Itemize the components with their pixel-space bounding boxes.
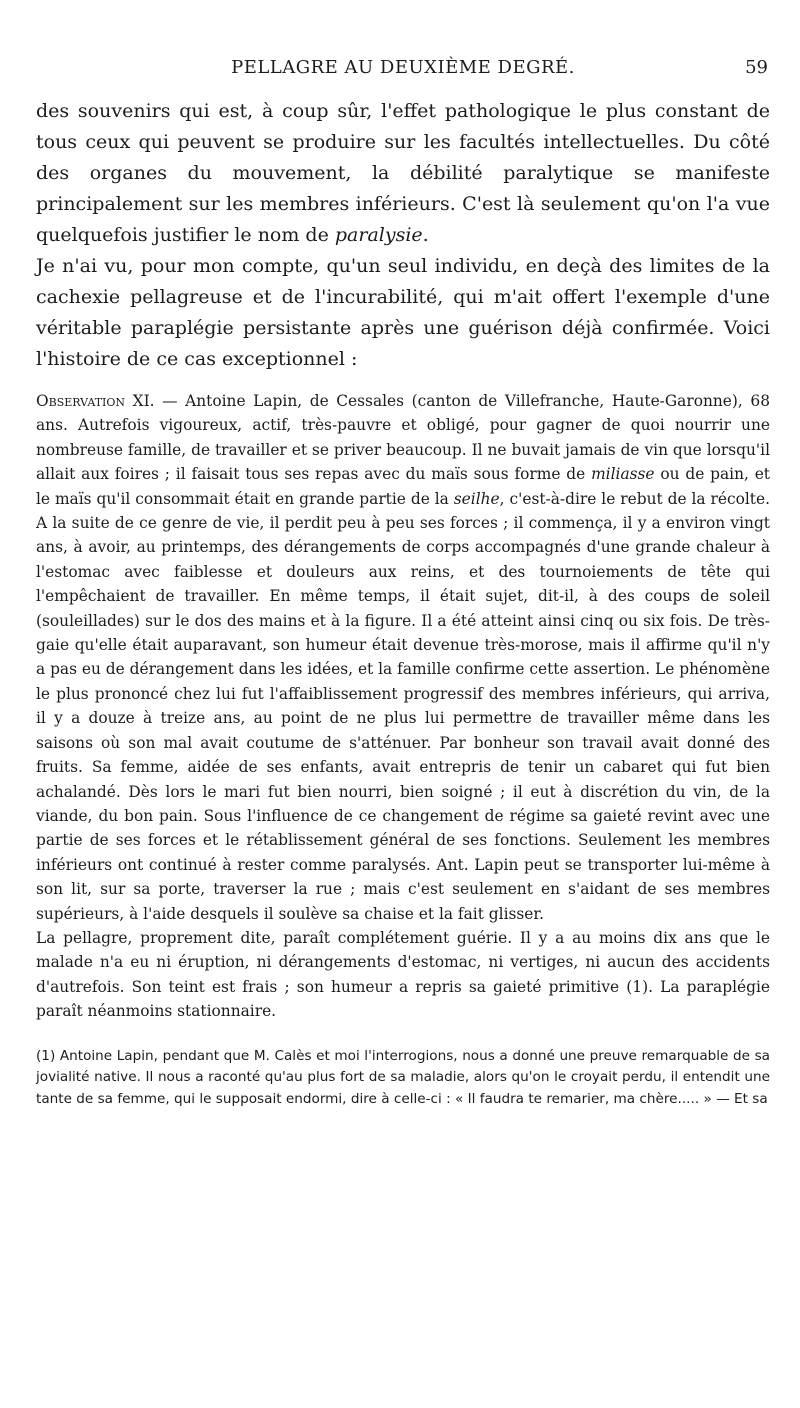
observation-text-3: , c'est-à-dire le rebut de la récolte. A la suite de ce genre de vie, il perdit peu à peu ses forces ; il commença, il y a environ vingt ans, à avoir, au printemps, des dérangements de corps accompagnés d'une grande chaleur à l'estomac avec faiblesse et douleurs aux reins, et des tournoiements de tête qui l'empêchaient de travailler. En même temps, il était sujet, dit-il, à des coups de soleil (souleillades) sur le dos des mains et à la figure. Il a été atteint ainsi cinq ou six fois. De très-gaie qu'elle était auparavant, son humeur était devenue très-morose, mais il affirme qu'il n'y a pas eu de dérangement dans les idées, et la famille confirme cette assertion. Le phénomène le plus prononcé chez lui fut l'affaiblissement progressif des membres inférieurs, qui arriva, il y a douze à treize ans, au point de ne plus lui permettre de travailler même dans les saisons où son mal avait coutume de s'atténuer. Par bonheur son travail avait donné des fruits. Sa femme, aidée de ses enfants, avait entrepris de tenir un cabaret qui fut bien achalandé. Dès lors le mari fut bien nourri, bien soigné ; il eut à discrétion du vin, de la viande, du bon pain. Sous l'influence de ce changement de régime sa gaieté revint avec une partie de ses forces et le rétablissement général de ses fonctions. Seulement les membres inférieurs ont continué à rester comme paralysés. Ant. Lapin peut se transporter lui-même à son lit, sur sa porte, traverser la rue ; mais c'est seulement en s'aidant de ses membres supérieurs, à l'aide desquels il soulève sa chaise et la fait glisser. (36, 489, 770, 923)
running-title: PELLAGRE AU DEUXIÈME DEGRÉ. (231, 57, 575, 78)
observation-emphasis-2: seilhe (453, 489, 500, 508)
paragraph-1-end: . (422, 224, 429, 246)
running-head (36, 56, 770, 80)
body-text (36, 96, 770, 1110)
observation-label: Observation XI. (36, 392, 155, 410)
paragraph-1-emphasis: paralysie (334, 224, 423, 246)
paragraph-1 (36, 96, 770, 251)
paragraph-1-text: des souvenirs qui est, à coup sûr, l'effet pathologique le plus constant de tous ceux qui peuvent se produire sur les facultés intellectuelles. Du côté des organes du mouvement, la débilité paralytique se manifeste principalement sur les membres inférieurs. C'est là seulement qu'on l'a vue quelquefois justifier le nom de (36, 100, 770, 246)
observation-emphasis-1: miliasse (591, 465, 655, 484)
observation-paragraph (36, 389, 770, 926)
footnote: (1) Antoine Lapin, pendant que M. Calès et moi l'interrogions, nous a donné une preuve remarquable de sa jovialité native. Il nous a raconté qu'au plus fort de sa maladie, alors qu'on le croyait perdu, il entendit une tante de sa femme, qui le supposait endormi, dire à celle-ci : « Il faudra te remarier, ma chère..... » — Et sa (36, 1047, 770, 1107)
observation-text-1: — Antoine Lapin, de Cessales (canton de Villefranche, Haute-Garonne), 68 ans. Autrefois vigoureux, actif, très-pauvre et obligé, pour gagner de quoi nourrir une nombreuse famille, de travailler et se priver beaucoup. Il ne buvait jamais de vin que lorsqu'il allait aux foires ; il faisait tous ses repas avec du maïs sous forme de (36, 392, 770, 484)
observation-text-2: ou de pain, et le maïs qu'il consommait était en grande partie de la (36, 465, 770, 508)
paragraph-2: Je n'ai vu, pour mon compte, qu'un seul individu, en deçà des limites de la cachexie pellagreuse et de l'incurabilité, qui m'ait offert l'exemple d'une véritable paraplégie persistante après une guérison déjà confirmée. Voici l'histoire de ce cas exceptionnel : (36, 255, 770, 370)
observation-block (36, 389, 770, 1024)
page-number: 59 (745, 57, 768, 78)
observation-paragraph-2: La pellagre, proprement dite, paraît complétement guérie. Il y a au moins dix ans que le malade n'a eu ni éruption, ni dérangements d'estomac, ni vertiges, ni aucun des accidents d'autrefois. Son teint est frais ; son humeur a repris sa gaieté primitive (1). La paraplégie paraît néanmoins stationnaire. (36, 928, 770, 1021)
